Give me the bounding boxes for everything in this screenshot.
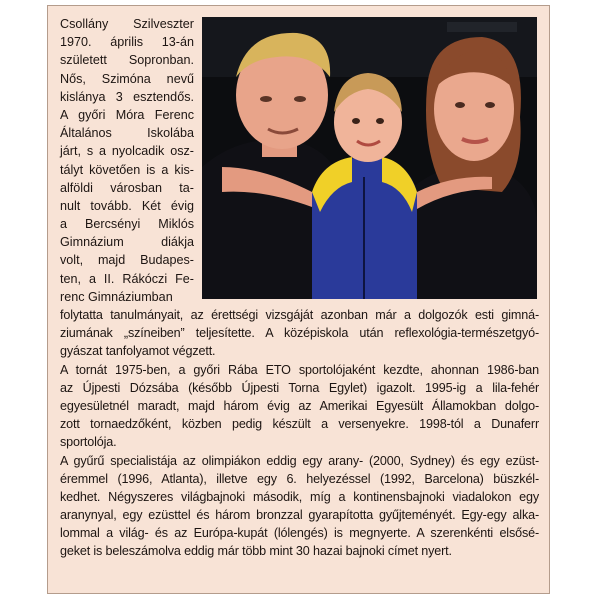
intro-line: volt, majd Budapes- — [60, 253, 194, 268]
body-line: folytatta tanulmányait, az érettségi vizsgáját azonban már a dolgozók esti gimná- — [60, 308, 539, 322]
intro-line: Nős, Szimóna nevű — [60, 71, 194, 86]
body-line: kedhet. Négyszeres világbajnoki második, míg a kontinensbajnoki viadalokon egy — [60, 489, 539, 504]
intro-line: nult tovább. Két évig — [60, 198, 194, 213]
body-line: egyesületnél maradt, majd három évig az Amerikai Egyesült Államokban dolgo- — [60, 398, 539, 413]
intro-line: tályt követően is a kis- — [60, 162, 194, 177]
intro-line: Gimnázium diákja — [60, 235, 194, 250]
intro-line: ten, a II. Rákóczi Fe- — [60, 271, 194, 286]
photo-illustration — [202, 17, 537, 299]
intro-text-column — [60, 15, 194, 306]
biography-text — [60, 306, 539, 561]
body-line: A tornát 1975-ben, a győri Rába ETO sportolójaként kezdte, ahonnan 1986-ban — [60, 362, 539, 377]
intro-line: Általános Iskolába — [60, 126, 194, 141]
body-line: geket is beleszámolva eddig már több mint 30 hazai bajnoki címet nyert. — [60, 544, 452, 559]
body-line: az Újpesti Dózsába (később Újpesti Torna Egylet) igazolt. 1995-ig a lila-fehér — [60, 380, 539, 395]
intro-line: alföldi városban ta- — [60, 180, 194, 195]
body-line: lommal a világ- és az Európa-kupát (lólengés) is megnyerte. A szerenkénti elsősé- — [60, 526, 539, 541]
intro-line: született Sopronban. — [60, 53, 194, 68]
intro-line: a Bercsényi Miklós — [60, 217, 194, 232]
body-line: éremmel (1996, Atlanta), illetve egy 6. helyezéssel (1992, Barcelona) büszkél- — [60, 471, 539, 486]
intro-line: renc Gimnáziumban — [60, 289, 173, 304]
intro-line: 1970. április 13-án — [60, 35, 194, 50]
biography-panel — [47, 5, 550, 594]
body-line: sportolója. — [60, 435, 117, 450]
body-line: gyászat tanfolyamot végzett. — [60, 344, 216, 359]
intro-line: kislánya 3 esztendős. — [60, 89, 194, 104]
body-line: A gyűrű specialistája az olimpiákon eddig egy arany- (2000, Sydney) és egy ezüst- — [60, 453, 539, 468]
intro-line: Csollány Szilveszter — [60, 17, 194, 31]
intro-line: A győri Móra Ferenc — [60, 107, 194, 122]
body-line: zott tornaedzőként, közben pedig készült a versenyekre. 1998-tól a Dunaferr — [60, 417, 539, 432]
intro-line: járt, s a nyolcadik osz- — [60, 144, 194, 159]
body-line: aranynyal, egy ezüsttel és három bronzzal gyarapította gyűjteményét. Egy-egy alka- — [60, 508, 539, 523]
body-line: ziumának „színeiben” teljesítette. A középiskola után reflexológia-természetgyó- — [60, 326, 539, 341]
family-portrait-photo — [202, 17, 537, 299]
